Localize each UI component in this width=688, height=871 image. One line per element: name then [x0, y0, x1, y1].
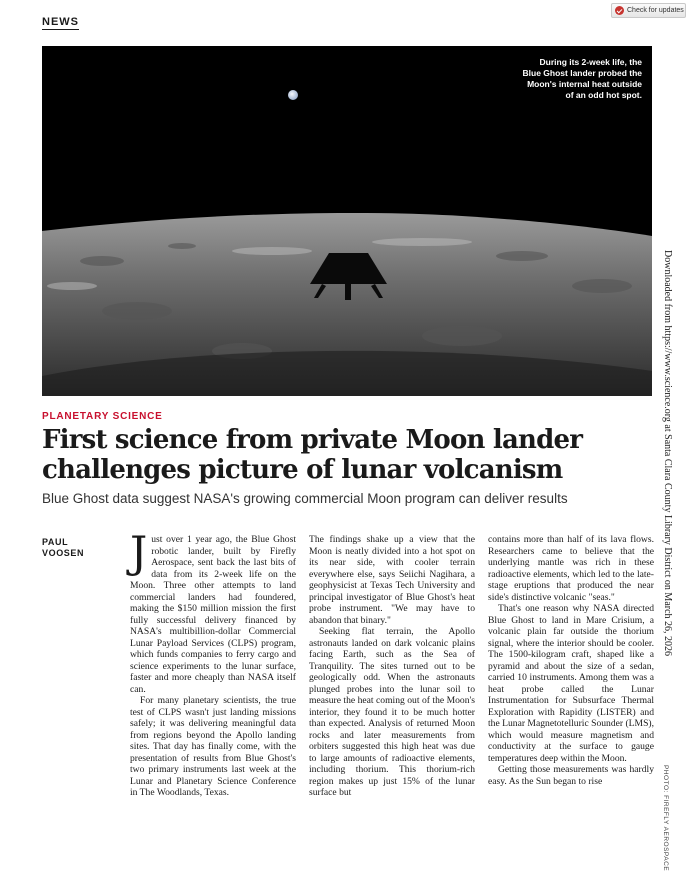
body-text: ust over 1 year ago, the Blue Ghost robotic lander, built by Firefly Aerospace, sent back the last bits of data from its 2-week life on the Moon. Three other attempts to land commercial landers had foundered, making the $150 million mission the first fully successful delivery financed by NASA's multibillion-dollar Commercial Lunar Payload Services (CLPS) program, which funds companies to ferry cargo and science experiments to the lunar surface, faster and more cheaply than NASA itself can. — [130, 534, 296, 695]
body-paragraph: contains more than half of its lava flows. Researchers came to believe that the underlying mantle was rich in these radioactive elements, which led to the late-stage eruptions that produced the near side's distinctive volcanic "seas." — [488, 534, 654, 603]
body-paragraph — [130, 528, 296, 695]
body-paragraph: For many planetary scientists, the true test of CLPS wasn't just landing missions safely; it was delivering meaningful data from regions beyond the Apollo landing sites. That day has finally come, with the presentation of results from Blue Ghost's two primary instruments last week at the Lunar and Planetary Science Conference in The Woodlands, Texas. — [130, 695, 296, 798]
photo-credit: PHOTO: FIREFLY AEROSPACE — [662, 765, 669, 871]
byline-last-name: VOOSEN — [42, 548, 85, 558]
body-column-1 — [130, 528, 296, 799]
kicker: PLANETARY SCIENCE — [42, 411, 163, 422]
body-paragraph: Getting those measurements was hardly easy. As the Sun began to rise — [488, 764, 654, 787]
download-notice: Downloaded from https://www.science.org at Santa Clara County Library District on March 26, 2026 — [662, 250, 673, 657]
crossmark-icon — [615, 6, 624, 15]
dropcap: J — [130, 528, 148, 578]
body-column-2 — [309, 534, 475, 799]
earth-in-sky — [288, 90, 298, 100]
check-for-updates-button[interactable] — [611, 3, 686, 18]
lead-photo — [42, 46, 652, 396]
body-paragraph: That's one reason why NASA directed Blue Ghost to land in Mare Crisium, a volcanic plain far outside the thorium signal, where the interior should be cooler. The 1500-kilogram craft, shaped like a pyramid and about the size of a sedan, carried 10 instruments. Among them was a heat probe called the Lunar Instrumentation for Subsurface Thermal Exploration with Rapidity (LISTER) and the Lunar Magnetotelluric Sounder (LMS), which would measure magnetism and conductivity at the surface to gauge temperatures deep within the Moon. — [488, 603, 654, 764]
dek: Blue Ghost data suggest NASA's growing commercial Moon program can deliver results — [42, 491, 568, 506]
headline: First science from private Moon lander challenges picture of lunar volcanism — [42, 425, 583, 485]
photo-caption: During its 2-week life, the Blue Ghost lander probed the Moon's internal heat outside of an odd hot spot. — [522, 57, 642, 100]
body-paragraph: The findings shake up a view that the Moon is neatly divided into a hot spot on its near side, with cooler terrain everywhere else, says Seiichi Nagihara, a geophysicist at Texas Tech University and principal investigator of Blue Ghost's heat probe instrument. "We may have to abandon that binary." — [309, 534, 475, 626]
check-for-updates-label: Check for updates — [627, 7, 684, 14]
byline — [42, 537, 84, 559]
body-paragraph: Seeking flat terrain, the Apollo astronauts landed on dark volcanic plains facing Earth, such as the Sea of Tranquility. The sites turned out to be geologically odd. When the astronauts plunged probes into the lunar soil to measure the heat coming out of the Moon's interior, they found it to be much hotter than expected. Analysis of returned Moon rocks and later measurements from orbiters suggested this high heat was due to large amounts of radioactive elements, including thorium. This thorium-rich region makes up just 15% of the lunar surface but — [309, 626, 475, 798]
section-tag: NEWS — [42, 16, 79, 28]
byline-first-name: PAUL — [42, 537, 69, 547]
body-column-3 — [488, 534, 654, 787]
